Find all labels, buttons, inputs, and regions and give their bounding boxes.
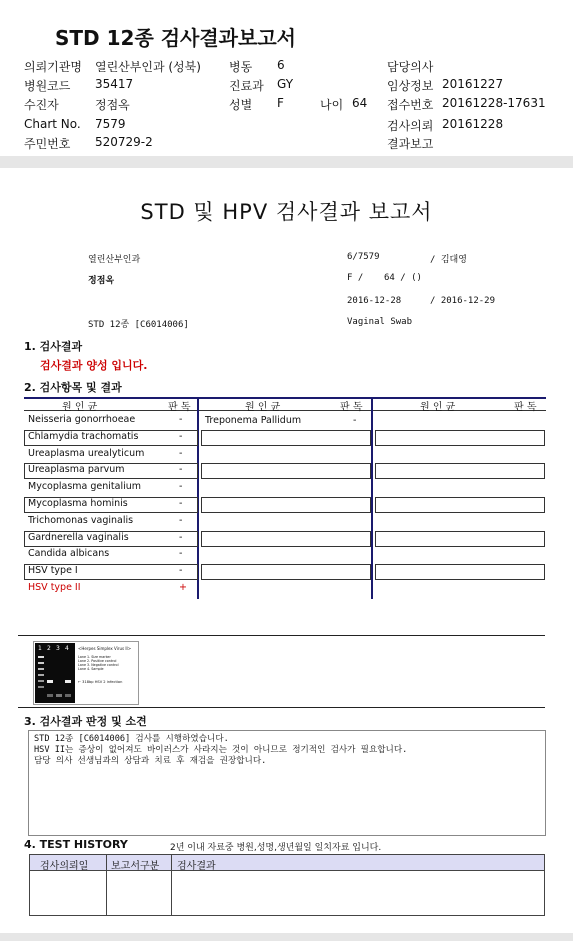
- opinion-line: HSV II는 증상이 없어져도 바이러스가 사라지는 것이 아니므로 정기적인 검사가 필요합니다.: [34, 745, 408, 755]
- header-label: 수진자: [24, 98, 59, 112]
- organism-name: Mycoplasma genitalium: [28, 481, 142, 493]
- result-text: 검사결과 양성 입니다.: [40, 359, 148, 372]
- organism-name: Neisseria gonorrhoeae: [28, 414, 136, 425]
- gel-image-frame: [33, 641, 139, 705]
- svg-text:Lane 1. Size marker: Lane 1. Size marker: [78, 655, 111, 659]
- organism-name: Ureaplasma parvum: [28, 464, 125, 476]
- organism-result: -: [179, 548, 183, 560]
- history-header-row: [30, 855, 544, 871]
- date-received: 2016-12-28: [347, 296, 402, 306]
- header-label: 임상정보: [387, 79, 434, 93]
- header-value: 7579: [95, 117, 126, 131]
- inner-report-title: STD 및 HPV 검사결과 보고서: [140, 200, 433, 224]
- opinion-text: [34, 734, 407, 767]
- svg-text:<Herpes Simplex Virus II>: <Herpes Simplex Virus II>: [78, 646, 132, 651]
- history-col-request-date: 검사의뢰일: [40, 861, 89, 872]
- organism-result: -: [179, 565, 183, 577]
- empty-result-box: [375, 531, 545, 547]
- history-col-divider-2: [171, 855, 172, 915]
- svg-text:3: 3: [56, 645, 60, 652]
- organism-name: Trichomonas vaginalis: [28, 514, 134, 526]
- opinion-line: 담당 의사 선생님과의 상담과 치료 후 재검을 권장합니다.: [34, 756, 267, 766]
- svg-text:1: 1: [38, 645, 42, 652]
- organism-name: Gardnerella vaginalis: [28, 531, 129, 543]
- header-label: 담당의사: [387, 60, 434, 74]
- treponema-name: Treponema Pallidum: [205, 415, 302, 426]
- test-code: STD 12종 [C6014006]: [88, 320, 189, 330]
- history-col-divider-1: [106, 855, 107, 915]
- header-label: 성별: [229, 98, 253, 112]
- treponema-value: -: [353, 415, 357, 426]
- header-label: 병원코드: [24, 79, 71, 93]
- table-header-line: [24, 410, 546, 411]
- empty-result-box: [201, 463, 371, 479]
- empty-result-box: [375, 463, 545, 479]
- header-value: 20161227: [442, 77, 504, 91]
- table-top-line: [24, 397, 546, 399]
- chart-id: 6/7579: [347, 252, 380, 262]
- column-divider-2: [371, 397, 373, 599]
- date-reported: / 2016-12-29: [430, 296, 496, 306]
- gel-electrophoresis-image: [34, 642, 138, 704]
- svg-text:2: 2: [47, 645, 51, 652]
- header-label: Chart No.: [24, 117, 81, 131]
- header-value: F: [277, 96, 284, 110]
- organism-result: -: [179, 498, 183, 509]
- header-label: 진료과: [229, 79, 264, 93]
- empty-result-box: [375, 497, 545, 513]
- header-value: GY: [277, 77, 294, 91]
- col-header-judgement-1: 판 독: [168, 402, 191, 413]
- header-label: 결과보고: [387, 137, 434, 151]
- header-value: 20161228-17631: [442, 96, 546, 110]
- organism-result: -: [179, 414, 183, 425]
- empty-result-box: [201, 497, 371, 513]
- opinion-line: STD 12종 [C6014006] 검사를 시행하였습니다.: [34, 734, 229, 744]
- sex-line: F /: [347, 273, 364, 283]
- header-label: 검사의뢰: [387, 119, 434, 133]
- divider-band: [0, 156, 573, 168]
- history-col-report-type: 보고서구분: [111, 861, 160, 872]
- gel-top-line: [18, 635, 545, 636]
- organism-result: -: [179, 514, 183, 526]
- svg-text:Lane 3. Negative control: Lane 3. Negative control: [78, 663, 119, 667]
- header-value: 정점옥: [95, 98, 130, 112]
- organism-result: -: [179, 531, 183, 543]
- header-label: 접수번호: [387, 98, 434, 112]
- organism-name: Chlamydia trachomatis: [28, 430, 139, 442]
- svg-text:4: 4: [65, 645, 69, 652]
- empty-result-box: [201, 430, 371, 446]
- section4-heading: 4. TEST HISTORY: [24, 838, 128, 851]
- age-line: 64 / (): [384, 273, 422, 283]
- header-label: 의뢰기관명: [24, 60, 82, 74]
- header-value: 520729-2: [95, 135, 153, 149]
- organism-name: Candida albicans: [28, 548, 110, 560]
- svg-text:Lane 4. Sample: Lane 4. Sample: [78, 667, 104, 671]
- organism-result: -: [179, 447, 183, 459]
- age-label: 나이: [320, 98, 344, 112]
- header-value: 6: [277, 58, 285, 72]
- organism-name: HSV type II: [28, 582, 81, 593]
- doctor-name: / 김대영: [430, 255, 467, 265]
- specimen: Vaginal Swab: [347, 317, 413, 327]
- age-value: 64: [352, 96, 368, 110]
- history-col-result: 검사결과: [177, 861, 216, 872]
- empty-result-box: [375, 564, 545, 580]
- col-header-organism-2: 원 인 균: [245, 402, 281, 413]
- section1-heading: 1. 검사결과: [24, 340, 83, 353]
- organism-result: -: [179, 430, 183, 442]
- header-value: 20161228: [442, 117, 504, 131]
- history-note: 2년 이내 자료중 병원,성명,생년월일 일치자료 입니다.: [170, 843, 382, 853]
- header-label: 주민번호: [24, 137, 71, 151]
- empty-result-box: [375, 430, 545, 446]
- header-label: 병동: [229, 60, 253, 74]
- col-header-judgement-3: 판 독: [514, 402, 537, 413]
- organism-result: -: [179, 464, 183, 476]
- empty-result-box: [201, 531, 371, 547]
- organism-name: Mycoplasma hominis: [28, 498, 128, 509]
- organism-name: Ureaplasma urealyticum: [28, 447, 145, 459]
- organism-result: -: [179, 481, 183, 493]
- empty-result-box: [201, 564, 371, 580]
- footer-band: [0, 933, 573, 941]
- section2-heading: 2. 검사항목 및 결과: [24, 381, 122, 394]
- gel-bottom-line: [18, 707, 545, 708]
- svg-text:Lane 2. Positive control: Lane 2. Positive control: [78, 659, 117, 663]
- col-header-organism-3: 원 인 균: [420, 402, 456, 413]
- section3-heading: 3. 검사결과 판정 및 소견: [24, 715, 147, 728]
- organism-name: HSV type I: [28, 565, 78, 577]
- col-header-judgement-2: 판 독: [340, 402, 363, 413]
- header-value: 열린산부인과 (성북): [95, 60, 201, 74]
- col-header-organism-1: 원 인 균: [62, 402, 98, 413]
- history-table: [29, 854, 545, 916]
- opinion-box: [28, 730, 546, 836]
- empty-result-box: [375, 413, 545, 429]
- svg-text:← 318bp HSV 2 infection: ← 318bp HSV 2 infection: [78, 680, 123, 684]
- patient-name: 정점옥: [88, 276, 115, 286]
- hospital-name: 열린산부인과: [88, 255, 141, 265]
- header-value: 35417: [95, 77, 134, 91]
- organism-result: +: [179, 582, 187, 593]
- report-title: STD 12종 검사결과보고서: [55, 26, 296, 50]
